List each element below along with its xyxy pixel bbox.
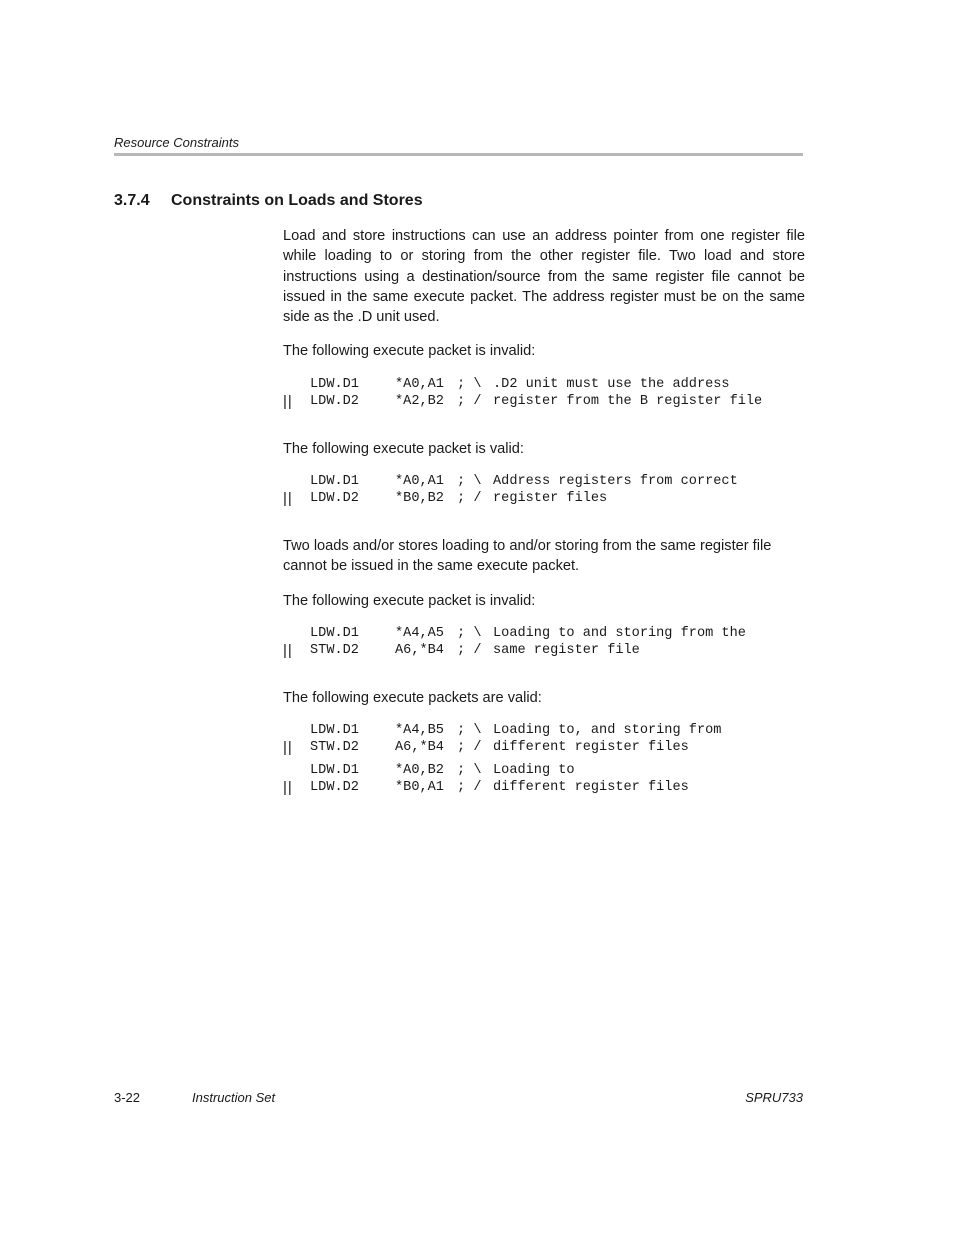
code-instruction: LDW.D1 xyxy=(310,474,359,490)
code-comment: register from the B register file xyxy=(493,393,763,409)
parallel-bars: || xyxy=(283,779,293,797)
code-line xyxy=(283,490,805,507)
code-comment-marker: ; \ xyxy=(457,474,482,490)
code-operands: *A4,A5 xyxy=(395,625,444,641)
rule-paragraph: Two loads and/or stores loading to and/or storing from the same register file cannot be issued in the same execute packet. xyxy=(283,538,772,575)
code-example-2 xyxy=(283,473,805,507)
code-comment-marker: ; / xyxy=(457,642,482,658)
code-example-5 xyxy=(283,762,805,796)
book-title: Instruction Set xyxy=(192,1090,276,1105)
code-instruction: LDW.D1 xyxy=(310,763,359,779)
parallel-bars xyxy=(283,376,310,393)
document-id: SPRU733 xyxy=(745,1090,803,1105)
code-comment: Loading to and storing from the xyxy=(493,625,746,641)
code-example-3 xyxy=(283,625,805,659)
parallel-bars: || xyxy=(283,641,293,659)
code-comment-marker: ; / xyxy=(457,393,482,409)
code-operands: *A0,A1 xyxy=(395,376,444,392)
running-head: Resource Constraints xyxy=(114,135,239,150)
page-number: 3-22 xyxy=(114,1090,141,1105)
code-operands: *B0,B2 xyxy=(395,491,444,507)
code-line xyxy=(283,762,805,779)
code-example-4 xyxy=(283,722,805,756)
parallel-bars xyxy=(283,473,310,490)
code-comment: Loading to, and storing from xyxy=(493,723,722,739)
code-line xyxy=(283,376,805,393)
section-title: Constraints on Loads and Stores xyxy=(171,192,423,209)
code-operands: *A4,B5 xyxy=(395,723,444,739)
code-instruction: LDW.D1 xyxy=(310,723,359,739)
code-line xyxy=(283,642,805,659)
parallel-bars xyxy=(283,625,310,642)
code-comment-marker: ; / xyxy=(457,491,482,507)
code-comment: different register files xyxy=(493,740,689,756)
parallel-bars xyxy=(283,722,310,739)
code-operands: *A0,A1 xyxy=(395,474,444,490)
intro-paragraph: Load and store instructions can use an address pointer from one register file while loading to or storing from the other register file. Two load and store instructions using a destination/source from the same register file cannot be issued in the same execute packet. The address register must be on the same side as the .D unit used. xyxy=(283,228,805,326)
code-instruction: LDW.D1 xyxy=(310,625,359,641)
code-instruction: LDW.D2 xyxy=(310,780,359,796)
code-comment-marker: ; / xyxy=(457,740,482,756)
section-body xyxy=(283,226,805,825)
code-operands: *A2,B2 xyxy=(395,393,444,409)
code-comment: register files xyxy=(493,491,608,507)
code-line xyxy=(283,739,805,756)
code-instruction: STW.D2 xyxy=(310,740,359,756)
code-line xyxy=(283,393,805,410)
code-instruction: LDW.D2 xyxy=(310,393,359,409)
invalid-lead-1: The following execute packet is invalid: xyxy=(283,343,536,360)
code-comment: different register files xyxy=(493,780,689,796)
code-instruction: LDW.D1 xyxy=(310,376,359,392)
code-line xyxy=(283,779,805,796)
code-comment: Loading to xyxy=(493,763,575,779)
code-comment-marker: ; / xyxy=(457,780,482,796)
section-heading xyxy=(114,192,423,210)
code-comment: same register file xyxy=(493,642,640,658)
code-instruction: STW.D2 xyxy=(310,642,359,658)
code-line xyxy=(283,625,805,642)
code-comment-marker: ; \ xyxy=(457,763,482,779)
code-comment-marker: ; \ xyxy=(457,376,482,392)
header-rule xyxy=(114,153,803,156)
code-comment: Address registers from correct xyxy=(493,474,738,490)
parallel-bars: || xyxy=(283,392,293,410)
code-instruction: LDW.D2 xyxy=(310,491,359,507)
code-example-1 xyxy=(283,376,805,410)
valid-lead-2: The following execute packets are valid: xyxy=(283,689,542,706)
code-comment: .D2 unit must use the address xyxy=(493,376,730,392)
code-line xyxy=(283,473,805,490)
code-comment-marker: ; \ xyxy=(457,625,482,641)
code-operands: *B0,A1 xyxy=(395,780,444,796)
code-operands: A6,*B4 xyxy=(395,642,444,658)
code-comment-marker: ; \ xyxy=(457,723,482,739)
parallel-bars: || xyxy=(283,739,293,757)
section-number: 3.7.4 xyxy=(114,192,150,209)
valid-lead-1: The following execute packet is valid: xyxy=(283,440,524,457)
parallel-bars xyxy=(283,762,310,779)
code-operands: A6,*B4 xyxy=(395,740,444,756)
code-operands: *A0,B2 xyxy=(395,763,444,779)
code-line xyxy=(283,722,805,739)
invalid-lead-2: The following execute packet is invalid: xyxy=(283,592,536,609)
parallel-bars: || xyxy=(283,490,293,508)
